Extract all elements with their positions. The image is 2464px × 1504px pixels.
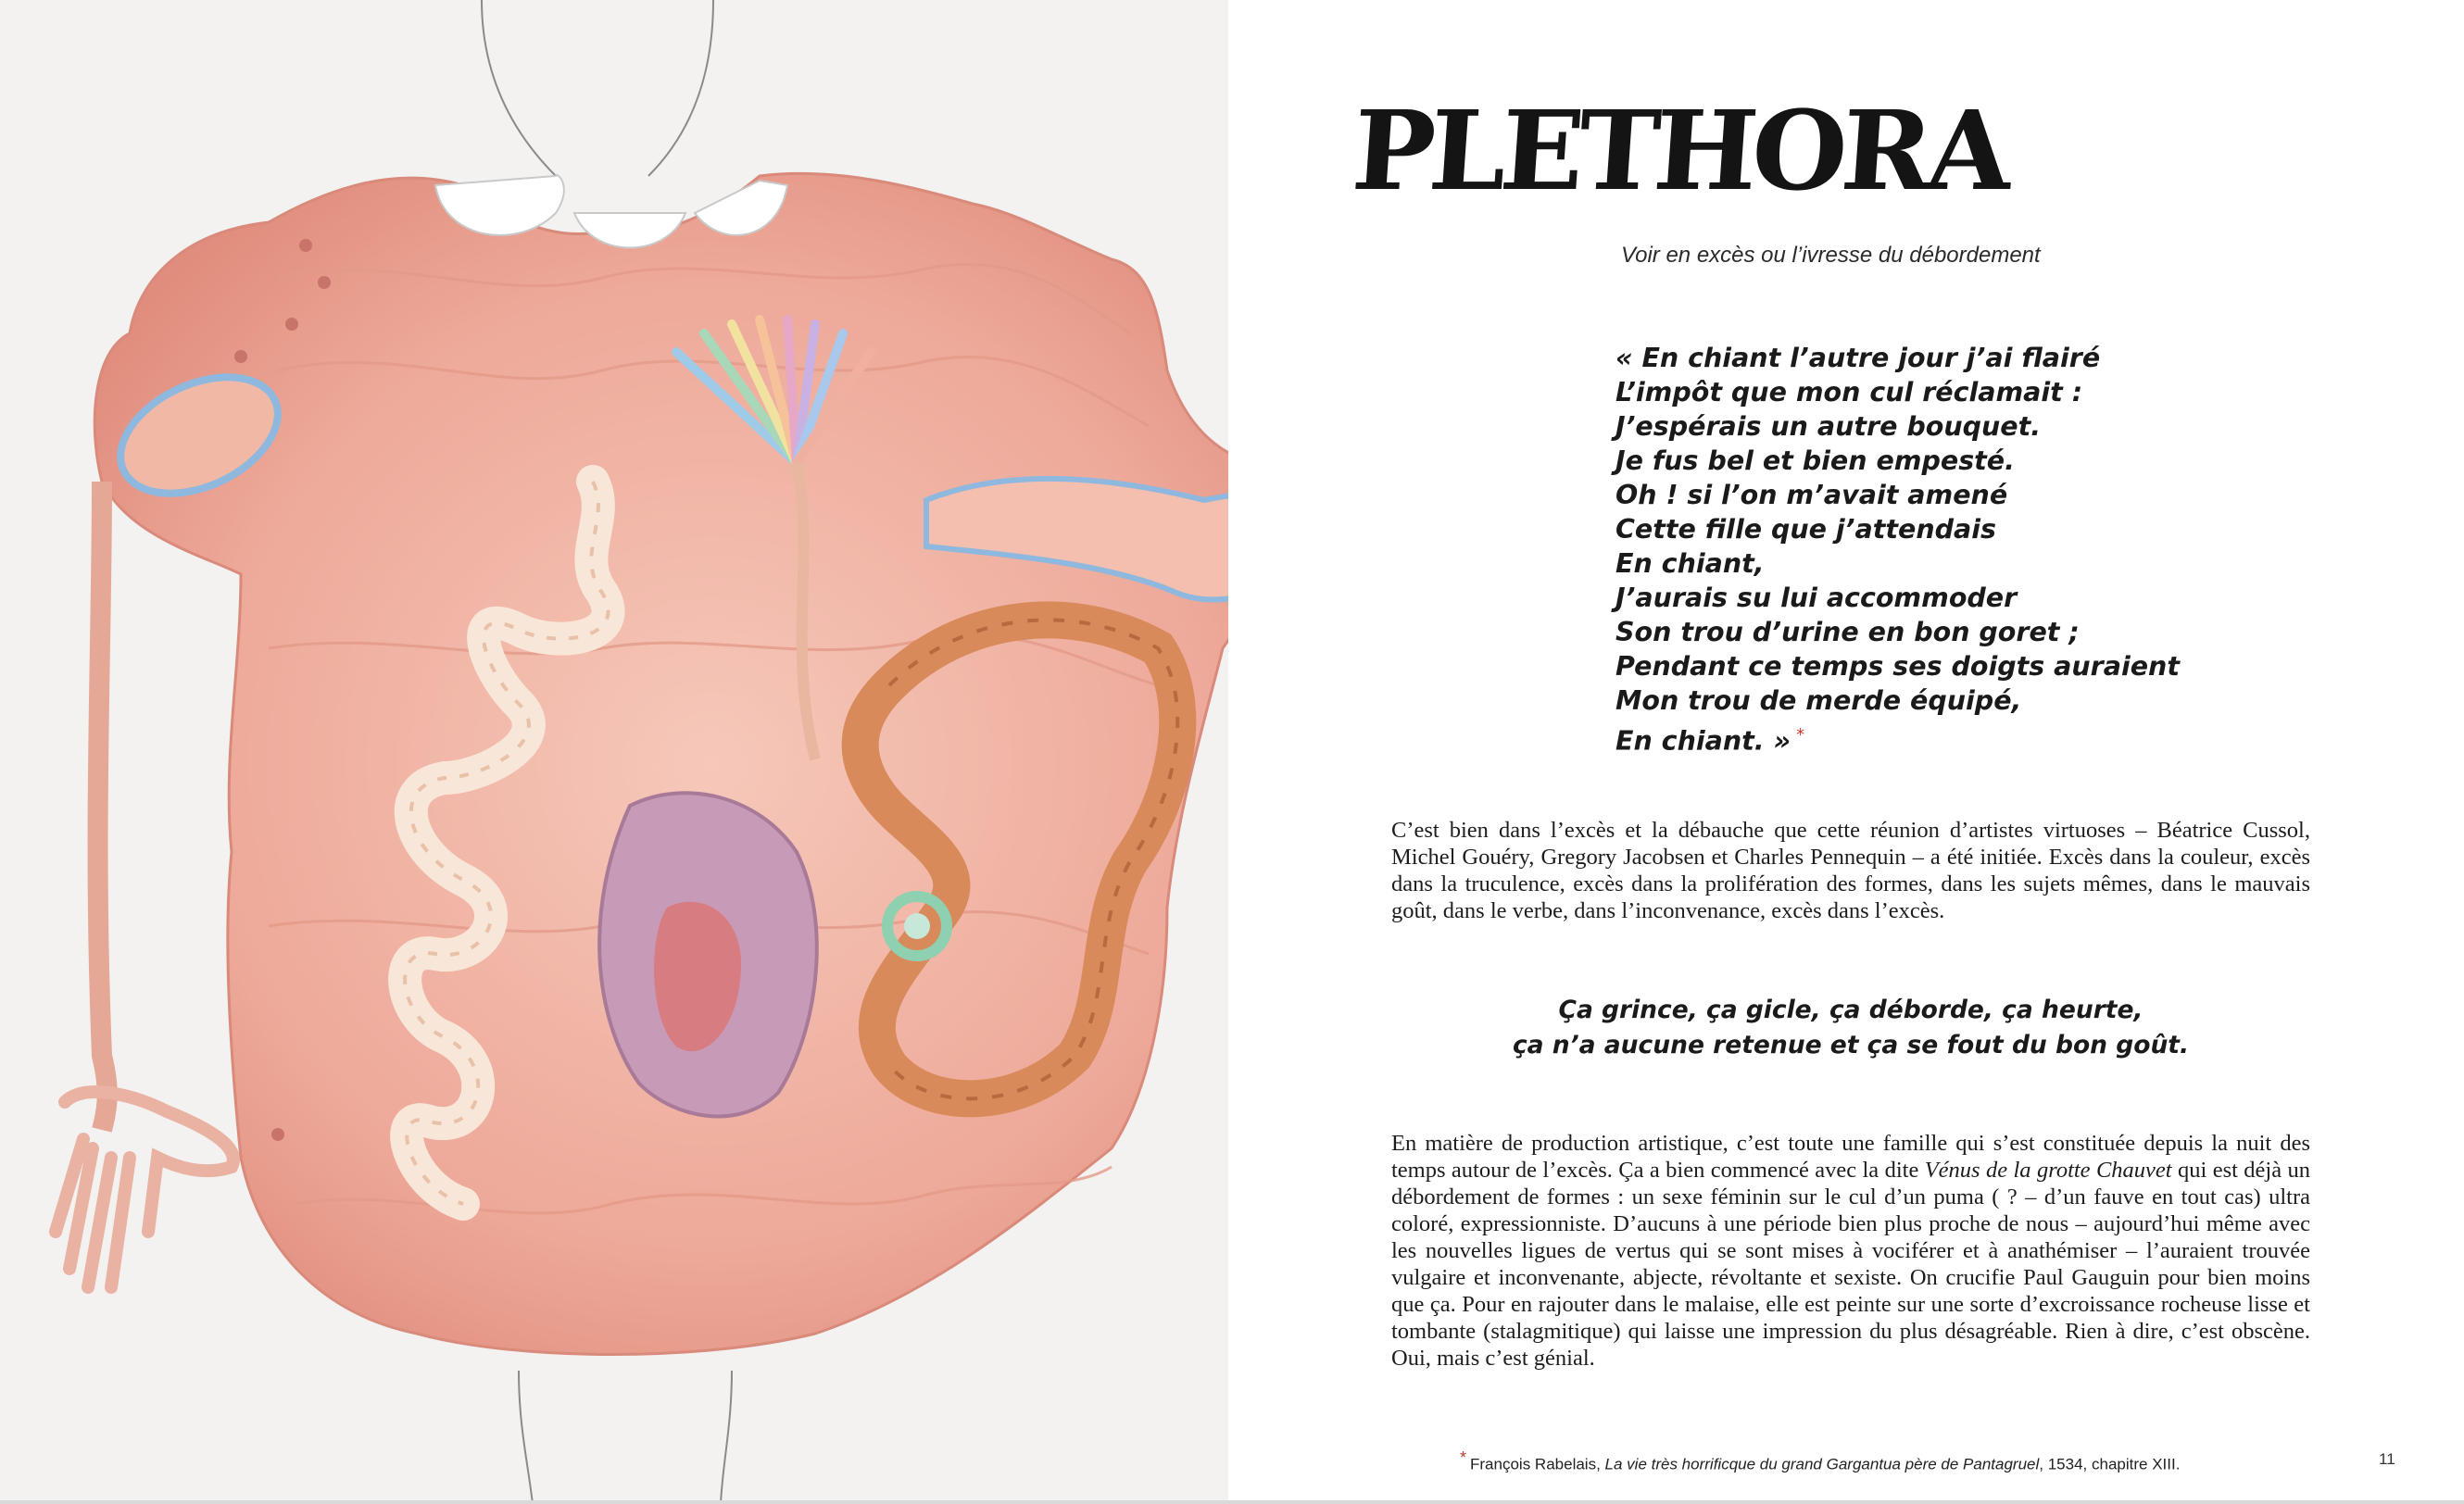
body-text: En matière de production artistique, c’est toute une famille qui s’est constituée depuis la nuit des temps autour de l’excès. Ça a bien commencé avec la dite bbox=[1391, 1131, 2310, 1183]
poem-line: J’aurais su lui accommoder bbox=[1615, 583, 2018, 613]
logo-text: PLETHORA bbox=[1348, 86, 2011, 215]
artwork-title: Vénus de la grotte Chauvet bbox=[1924, 1158, 2172, 1183]
poem-line: Mon trou de merde équipé, bbox=[1615, 685, 2022, 716]
page-number: 11 bbox=[2379, 1450, 2395, 1468]
poem-line: « En chiant l’autre jour j’ai flairé bbox=[1615, 343, 2101, 373]
footnote-author: François Rabelais, bbox=[1470, 1455, 1605, 1473]
page-edge bbox=[0, 1500, 2464, 1504]
footnote-title: La vie très horrificque du grand Gargantua père de Pantagruel bbox=[1604, 1455, 2040, 1473]
poem-line: Je fus bel et bien empesté. bbox=[1615, 445, 2015, 476]
poem-line: Son trou d’urine en bon goret ; bbox=[1615, 617, 2080, 647]
left-arm bbox=[98, 482, 107, 1130]
pull-quote bbox=[1391, 993, 2310, 1063]
intro-paragraph: C’est bien dans l’excès et la débauche que cette réunion d’artistes virtuoses – Béatrice Cussol, Michel Gouéry, Gregory Jacobsen et Charles Pennequin – a été initiée. Excès dans la couleur, excès dans la truculence, excès dans la prolifération des formes, dans les sujets mêmes, dans le mauvais goût, dans le verbe, dans l’inconvenance, excès dans l’excès. bbox=[1391, 818, 2310, 923]
poem-line: Cette fille que j’attendais bbox=[1615, 514, 1996, 545]
poem bbox=[1615, 341, 2357, 758]
neck-line bbox=[482, 0, 556, 176]
poem-line: Pendant ce temps ses doigts auraient bbox=[1615, 651, 2180, 682]
subtitle: Voir en excès ou l’ivresse du débordement bbox=[1621, 243, 2041, 268]
text-page bbox=[1228, 0, 2464, 1504]
poem-line-last bbox=[1615, 718, 2357, 758]
leg-line bbox=[721, 1371, 732, 1504]
anatomical-watercolor-figure bbox=[0, 0, 1228, 1504]
neck-line bbox=[648, 0, 713, 176]
hand bbox=[56, 1092, 233, 1287]
pull-quote-line: Ça grince, ça gicle, ça déborde, ça heurte, bbox=[1558, 996, 2143, 1024]
footnote-marker: * bbox=[1796, 725, 1805, 745]
torso-shape bbox=[94, 173, 1326, 1354]
pull-quote-line: ça n’a aucune retenue et ça se fout du bon goût. bbox=[1512, 1031, 2190, 1059]
footnote-rest: , 1534, chapitre XIII. bbox=[2039, 1455, 2181, 1473]
footnote bbox=[1460, 1448, 2294, 1474]
poem-line: En chiant. » bbox=[1615, 725, 1791, 757]
artwork-page bbox=[0, 0, 1228, 1504]
body-text: qui est déjà un débordement de formes : un sexe féminin sur le cul d’un puma ( ? – d’un fauve en tout cas) ultra coloré, expressionniste. D’aucuns à une période bien plus proche de nous – aujourd’hui même avec les nouvelles ligues de vertus qui se sont mises à vociférer et à anathémiser – l’auraient trouvée vulgaire et inconvenante, abjecte, révoltante et sexiste. On crucifie Paul Gauguin pour bien moins que ça. Pour en rajouter dans le malaise, elle est peinte sur une sorte d’excroissance rocheuse lisse et tombante (stalagmitique) qui laisse une impression du plus désagréable. Rien à dire, c’est obscène. Oui, mais c’est génial. bbox=[1391, 1158, 2310, 1371]
poem-line: J’espérais un autre bouquet. bbox=[1615, 411, 2042, 442]
plethora-logo bbox=[1348, 80, 2011, 228]
body-paragraph bbox=[1391, 1130, 2310, 1372]
leg-line bbox=[519, 1371, 533, 1504]
footnote-marker: * bbox=[1460, 1448, 1467, 1467]
poem-line: Oh ! si l’on m’avait amené bbox=[1615, 480, 2008, 510]
poem-line: L’impôt que mon cul réclamait : bbox=[1615, 377, 2083, 407]
green-ring-core bbox=[904, 913, 930, 939]
poem-line: En chiant, bbox=[1615, 548, 1765, 579]
